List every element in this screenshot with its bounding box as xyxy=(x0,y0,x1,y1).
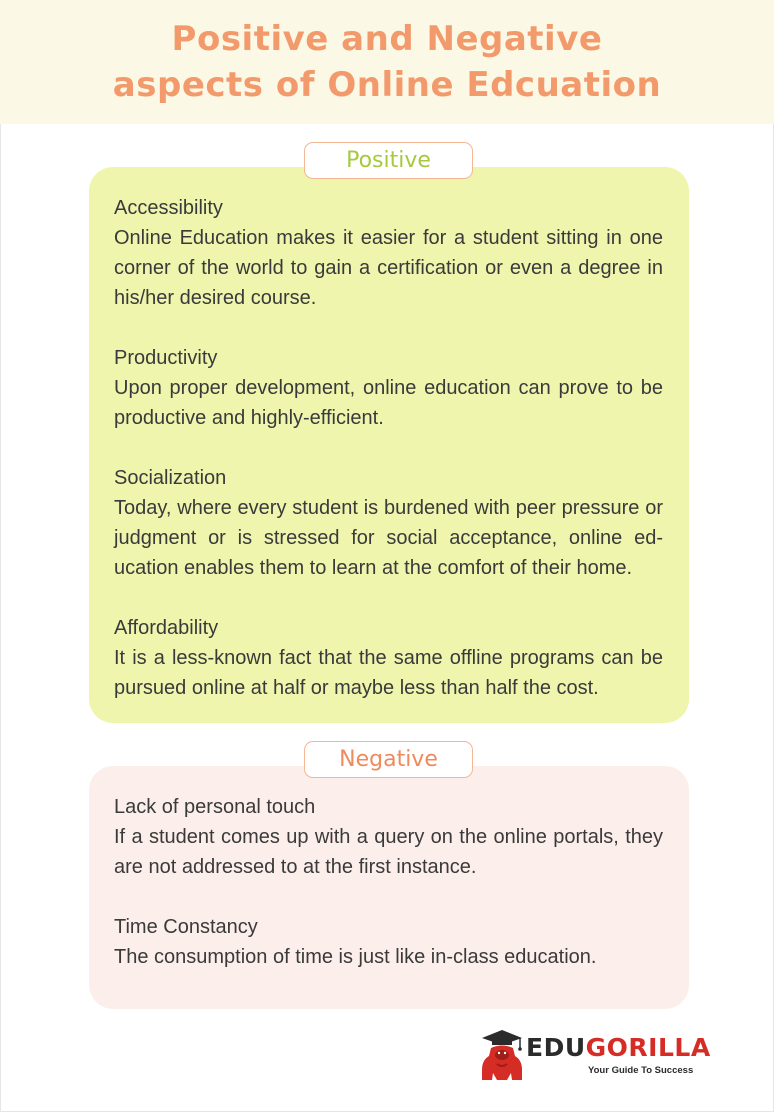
positive-card xyxy=(89,167,689,723)
negative-section-label: Negative xyxy=(304,741,473,778)
list-item xyxy=(114,912,663,972)
list-item xyxy=(114,792,663,882)
item-body: Today, where every student is burdened with peer pressure or judgment or is stressed for social acceptance, online ed-ucation enables them to learn at the comfort of their home. xyxy=(114,497,663,579)
brand-name xyxy=(526,1034,711,1062)
brand-tagline: Your Guide To Success xyxy=(588,1065,694,1076)
gorilla-graduate-icon xyxy=(478,1028,526,1082)
negative-card xyxy=(89,766,689,1009)
header-banner xyxy=(0,0,774,124)
brand-name-part-1: EDU xyxy=(526,1033,586,1062)
list-item xyxy=(114,193,663,313)
item-heading: Lack of personal touch xyxy=(114,796,316,818)
item-body: If a student comes up with a query on the online portals, they are not addressed to at the first instance. xyxy=(114,826,663,878)
item-body: The consumption of time is just like in-class education. xyxy=(114,946,597,968)
list-item xyxy=(114,343,663,433)
positive-section-label: Positive xyxy=(304,142,473,179)
item-heading: Socialization xyxy=(114,467,227,489)
list-item xyxy=(114,613,663,703)
item-body: Upon proper development, online education can prove to be productive and highly-efficient. xyxy=(114,377,663,429)
page-title-line-2: aspects of Online Edcuation xyxy=(112,65,662,105)
page-title-line-1: Positive and Negative xyxy=(171,19,603,59)
edugorilla-logo xyxy=(478,1028,711,1084)
item-heading: Time Constancy xyxy=(114,916,258,938)
brand-name-part-2: GORILLA xyxy=(585,1033,711,1062)
item-body: Online Education makes it easier for a student sitting in one corner of the world to gain a certification or even a degree in his/her desired course. xyxy=(114,227,663,309)
item-body: It is a less-known fact that the same offline programs can be pursued online at half or maybe less than half the cost. xyxy=(114,647,663,699)
list-item xyxy=(114,463,663,583)
item-heading: Productivity xyxy=(114,347,218,369)
item-heading: Affordability xyxy=(114,617,219,639)
item-heading: Accessibility xyxy=(114,197,223,219)
